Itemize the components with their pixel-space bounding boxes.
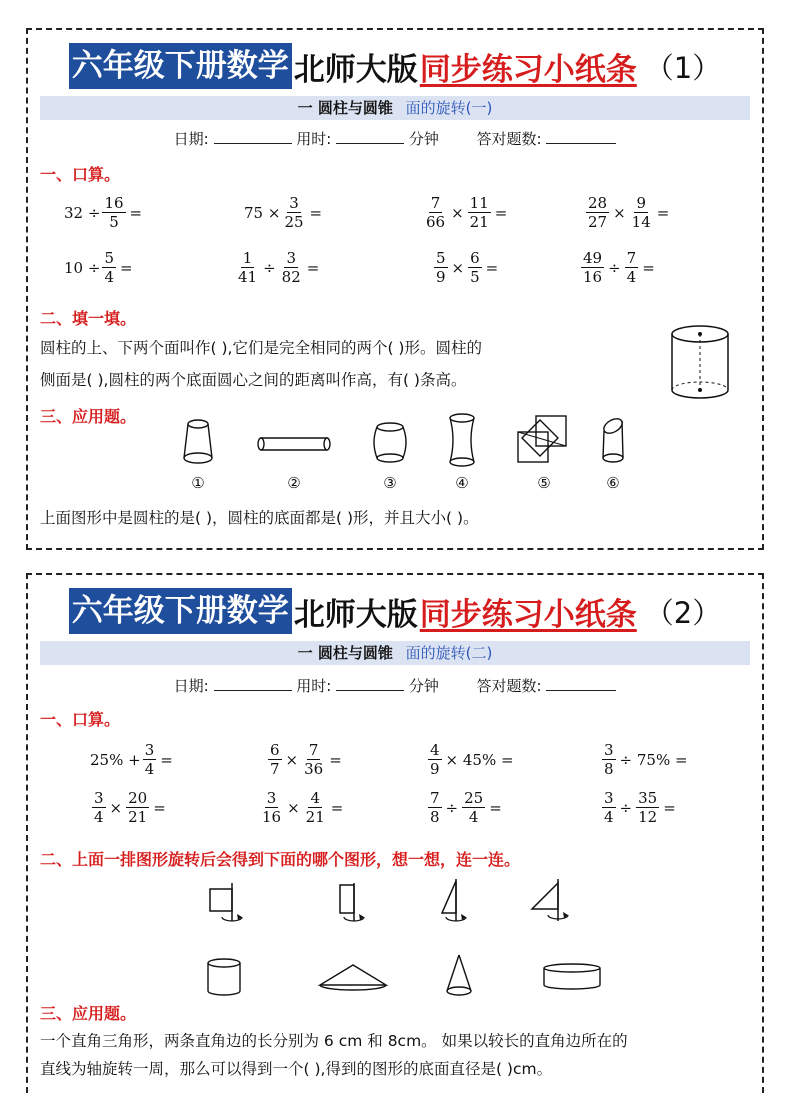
square-composite-shape-icon bbox=[516, 414, 570, 464]
calc-item: $\frac{3}{16}$ × $\frac{4}{21}$ = bbox=[262, 789, 344, 826]
section-mental-math: 一、口算。 bbox=[40, 710, 121, 729]
fill-in-line-2: 侧面是( ),圆柱的两个底面圆心之间的距离叫作高，有( )条高。 bbox=[40, 371, 467, 389]
rotating-rectangle-icon bbox=[204, 881, 260, 929]
calc-item: 32 ÷ $\frac{16}{5}$ = bbox=[64, 194, 143, 231]
section-rotation-matching: 二、上面一排图形旋转后会得到下面的哪个图形，想一想，连一连。 bbox=[40, 850, 521, 869]
section-application: 三、应用题。 bbox=[40, 1004, 137, 1023]
unit-label: 一 圆柱与圆锥 bbox=[297, 99, 393, 117]
title-edition: 北师大版 bbox=[293, 596, 418, 633]
title-number: （1） bbox=[644, 50, 722, 85]
correct-count-blank[interactable] bbox=[546, 678, 616, 691]
calc-item: $\frac{3}{4}$ ÷ $\frac{35}{12}$ = bbox=[604, 789, 676, 826]
sheet-title bbox=[28, 587, 762, 635]
shape-label: ② bbox=[287, 474, 301, 492]
application-line-1: 一个直角三角形，两条直角边的长分别为 6 cm 和 8cm。 如果以较长的直角边所在的 bbox=[40, 1032, 628, 1050]
title-edition: 北师大版 bbox=[293, 51, 418, 88]
rotating-tall-rectangle-icon bbox=[332, 881, 376, 929]
calc-item: $\frac{7}{8}$ ÷ $\frac{25}{4}$ = bbox=[430, 789, 502, 826]
rotating-flat-triangle-icon bbox=[528, 877, 584, 929]
shape-label: ⑥ bbox=[606, 474, 620, 492]
correct-count-label: 答对题数: bbox=[476, 677, 542, 695]
title-grade: 六年级下册数学 bbox=[69, 588, 292, 634]
frustum-shape-icon bbox=[180, 418, 216, 466]
date-blank[interactable] bbox=[214, 131, 292, 144]
barrel-shape-icon bbox=[370, 420, 410, 466]
cylinder-diagram bbox=[668, 324, 732, 402]
correct-count-label: 答对题数: bbox=[476, 130, 542, 148]
correct-count-blank[interactable] bbox=[546, 131, 616, 144]
section-fill-in: 二、填一填。 bbox=[40, 309, 137, 328]
unit-band bbox=[40, 641, 750, 665]
minutes-label: 分钟 bbox=[408, 130, 439, 148]
cylinder-question: 上面图形中是圆柱的是( )，圆柱的底面都是( )形，并且大小( )。 bbox=[40, 509, 479, 527]
shape-label: ⑤ bbox=[537, 474, 551, 492]
worksheet-card-1 bbox=[26, 28, 764, 550]
calc-item: 25% + $\frac{3}{4}$ = bbox=[90, 741, 173, 778]
time-label: 用时: bbox=[296, 130, 332, 148]
calc-item: $\frac{5}{9}$ × $\frac{6}{5}$ = bbox=[436, 249, 499, 286]
shape-label: ④ bbox=[455, 474, 469, 492]
date-label: 日期: bbox=[173, 677, 209, 695]
calc-item: $\frac{28}{27}$ × $\frac{9}{14}$ = bbox=[588, 194, 670, 231]
shape-label: ① bbox=[191, 474, 205, 492]
slanted-cylinder-shape-icon bbox=[598, 414, 628, 466]
calc-item: $\frac{49}{16}$ ÷ $\frac{7}{4}$ = bbox=[583, 249, 655, 286]
time-blank[interactable] bbox=[336, 678, 404, 691]
title-series: 同步练习小纸条 bbox=[419, 51, 637, 88]
date-label: 日期: bbox=[173, 130, 209, 148]
cylinder-solid-icon bbox=[204, 957, 244, 997]
date-blank[interactable] bbox=[214, 678, 292, 691]
calc-item: $\frac{1}{41}$ ÷ $\frac{3}{82}$ = bbox=[238, 249, 320, 286]
section-application: 三、应用题。 bbox=[40, 407, 137, 426]
calc-item: $\frac{3}{4}$ × $\frac{20}{21}$ = bbox=[94, 789, 166, 826]
sheet-title bbox=[28, 42, 762, 90]
info-line bbox=[28, 128, 762, 149]
title-series: 同步练习小纸条 bbox=[419, 596, 637, 633]
fill-in-line-1: 圆柱的上、下两个面叫作( ),它们是完全相同的两个( )形。圆柱的 bbox=[40, 339, 482, 357]
calc-item: $\frac{7}{66}$ × $\frac{11}{21}$ = bbox=[426, 194, 508, 231]
calc-item: $\frac{4}{9}$ × 45% = bbox=[430, 741, 514, 778]
title-number: （2） bbox=[644, 595, 722, 630]
rotating-triangle-icon bbox=[434, 877, 478, 929]
worksheet-card-2 bbox=[26, 573, 764, 1093]
time-blank[interactable] bbox=[336, 131, 404, 144]
calc-item: $\frac{3}{8}$ ÷ 75% = bbox=[604, 741, 688, 778]
waisted-cylinder-shape-icon bbox=[446, 412, 478, 468]
topic-label: 面的旋转(二) bbox=[405, 644, 493, 662]
calc-item: $\frac{6}{7}$ × $\frac{7}{36}$ = bbox=[270, 741, 342, 778]
topic-label: 面的旋转(一) bbox=[405, 99, 493, 117]
wide-cylinder-solid-icon bbox=[540, 961, 604, 993]
rod-cylinder-shape-icon bbox=[256, 434, 332, 454]
title-grade: 六年级下册数学 bbox=[69, 43, 292, 89]
tall-cone-solid-icon bbox=[442, 953, 476, 999]
calc-item: 10 ÷ $\frac{5}{4}$ = bbox=[64, 249, 133, 286]
flat-cone-solid-icon bbox=[316, 961, 390, 993]
application-line-2: 直线为轴旋转一周，那么可以得到一个( ),得到的图形的底面直径是( )cm。 bbox=[40, 1060, 553, 1078]
section-mental-math: 一、口算。 bbox=[40, 165, 121, 184]
time-label: 用时: bbox=[296, 677, 332, 695]
minutes-label: 分钟 bbox=[408, 677, 439, 695]
unit-band bbox=[40, 96, 750, 120]
unit-label: 一 圆柱与圆锥 bbox=[297, 644, 393, 662]
info-line bbox=[28, 675, 762, 696]
shape-label: ③ bbox=[383, 474, 397, 492]
calc-item: 75 × $\frac{3}{25}$ = bbox=[244, 194, 323, 231]
